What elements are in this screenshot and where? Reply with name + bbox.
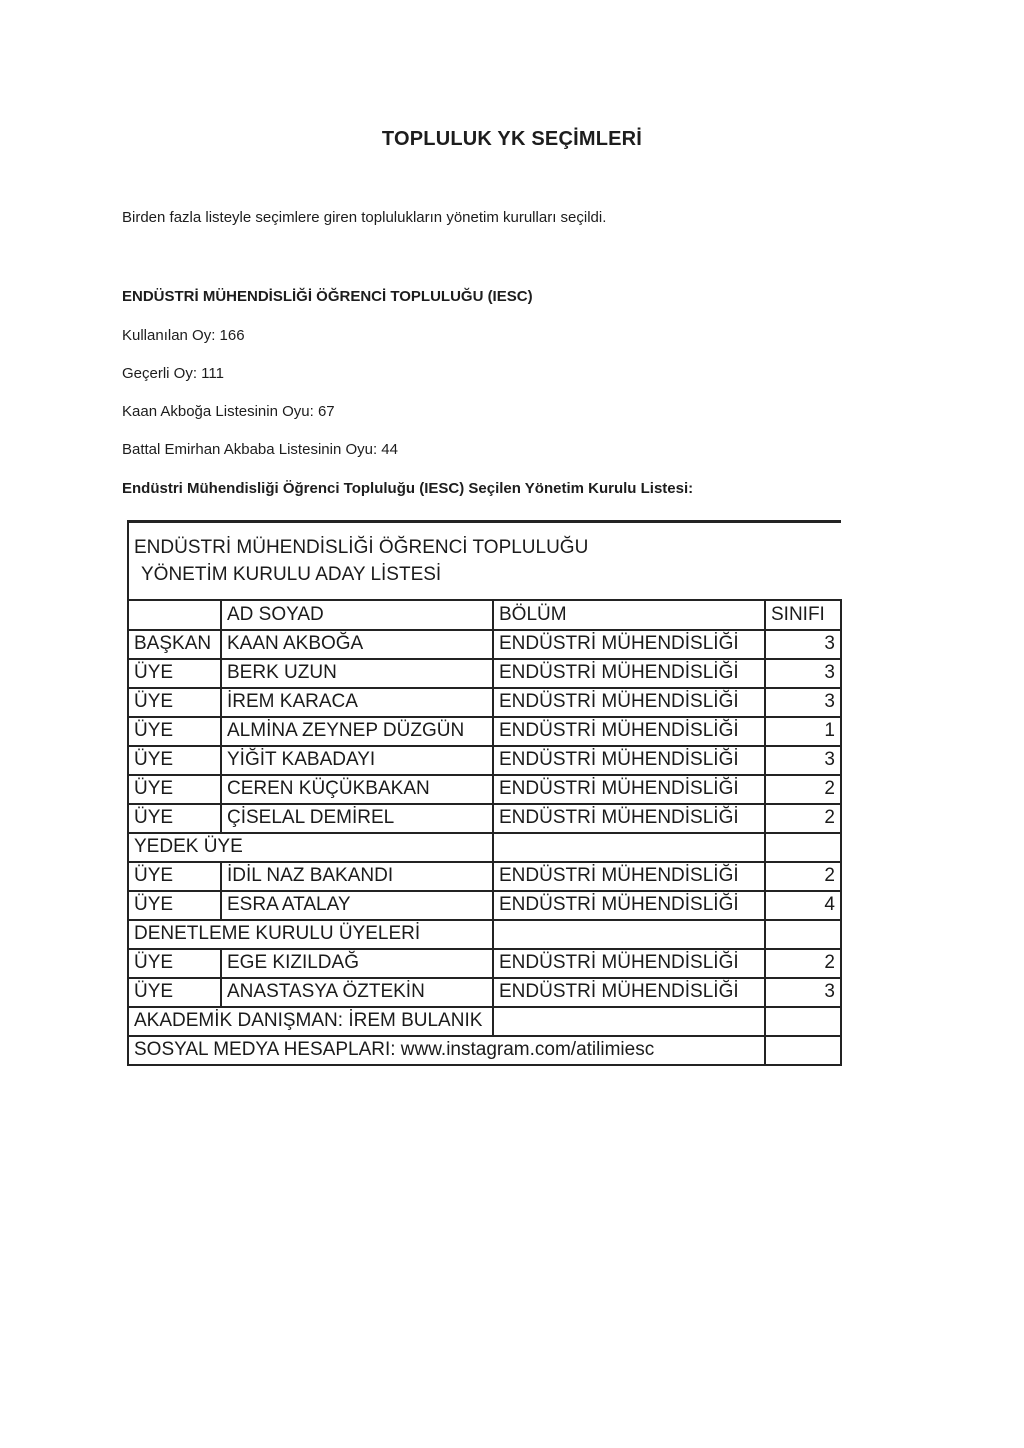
cell-role: ÜYE: [128, 862, 221, 891]
table-title-line1: ENDÜSTRİ MÜHENDİSLİĞİ ÖĞRENCİ TOPLULUĞU: [134, 536, 589, 558]
stat-line-total-votes: Kullanılan Oy: 166: [122, 327, 245, 344]
cell-department-empty: [493, 833, 765, 862]
cell-role: ÜYE: [128, 978, 221, 1007]
cell-department: ENDÜSTRİ MÜHENDİSLİĞİ: [493, 804, 765, 833]
cell-role: BAŞKAN: [128, 630, 221, 659]
cell-name: ESRA ATALAY: [221, 891, 493, 920]
cell-department: ENDÜSTRİ MÜHENDİSLİĞİ: [493, 688, 765, 717]
board-table: [127, 520, 842, 1066]
cell-department: ENDÜSTRİ MÜHENDİSLİĞİ: [493, 978, 765, 1007]
cell-department: ENDÜSTRİ MÜHENDİSLİĞİ: [493, 746, 765, 775]
table-title-row: [128, 522, 841, 600]
cell-name: İDİL NAZ BAKANDI: [221, 862, 493, 891]
table-footer-row: [128, 1036, 841, 1065]
cell-department: ENDÜSTRİ MÜHENDİSLİĞİ: [493, 775, 765, 804]
cell-grade: 1: [765, 717, 841, 746]
cell-role: ÜYE: [128, 775, 221, 804]
cell-grade-empty: [765, 1036, 841, 1065]
cell-grade: 2: [765, 775, 841, 804]
table-row: [128, 862, 841, 891]
cell-social-media-label: SOSYAL MEDYA HESAPLARI: www.instagram.com/atilimiesc: [128, 1036, 765, 1065]
table-row: [128, 688, 841, 717]
table-row: [128, 630, 841, 659]
cell-grade: 2: [765, 862, 841, 891]
cell-name: ANASTASYA ÖZTEKİN: [221, 978, 493, 1007]
cell-grade: 4: [765, 891, 841, 920]
cell-name: YİĞİT KABADAYI: [221, 746, 493, 775]
cell-grade-empty: [765, 920, 841, 949]
table-row: [128, 746, 841, 775]
table-section-row: [128, 833, 841, 862]
cell-role: ÜYE: [128, 804, 221, 833]
cell-department: ENDÜSTRİ MÜHENDİSLİĞİ: [493, 862, 765, 891]
cell-advisor-label: AKADEMİK DANIŞMAN: İREM BULANIK: [128, 1007, 493, 1036]
cell-name: ÇİSELAL DEMİREL: [221, 804, 493, 833]
table-section-row: [128, 920, 841, 949]
cell-grade: 3: [765, 630, 841, 659]
cell-name: BERK UZUN: [221, 659, 493, 688]
cell-grade: 3: [765, 746, 841, 775]
cell-grade: 3: [765, 978, 841, 1007]
cell-section-label: YEDEK ÜYE: [128, 833, 493, 862]
cell-department: ENDÜSTRİ MÜHENDİSLİĞİ: [493, 630, 765, 659]
table-row: [128, 891, 841, 920]
cell-name: İREM KARACA: [221, 688, 493, 717]
cell-grade: 3: [765, 688, 841, 717]
cell-department: ENDÜSTRİ MÜHENDİSLİĞİ: [493, 891, 765, 920]
cell-section-label: DENETLEME KURULU ÜYELERİ: [128, 920, 493, 949]
stat-line-list1-votes: Kaan Akboğa Listesinin Oyu: 67: [122, 403, 335, 420]
community-heading: ENDÜSTRİ MÜHENDİSLİĞİ ÖĞRENCİ TOPLULUĞU (IESC): [122, 288, 533, 305]
cell-name: ALMİNA ZEYNEP DÜZGÜN: [221, 717, 493, 746]
cell-grade: 2: [765, 949, 841, 978]
column-header-department: BÖLÜM: [493, 600, 765, 630]
cell-department: ENDÜSTRİ MÜHENDİSLİĞİ: [493, 949, 765, 978]
cell-role: ÜYE: [128, 746, 221, 775]
column-header-grade: SINIFI: [765, 600, 841, 630]
cell-department: ENDÜSTRİ MÜHENDİSLİĞİ: [493, 717, 765, 746]
table-title: [128, 522, 841, 600]
cell-grade-empty: [765, 1007, 841, 1036]
cell-role: ÜYE: [128, 949, 221, 978]
cell-department-empty: [493, 1007, 765, 1036]
cell-department-empty: [493, 920, 765, 949]
page-title: TOPLULUK YK SEÇİMLERİ: [381, 128, 643, 150]
stat-line-list2-votes: Battal Emirhan Akbaba Listesinin Oyu: 44: [122, 441, 398, 458]
table-row: [128, 717, 841, 746]
table-header-row: [128, 600, 841, 630]
column-header-role: [128, 600, 221, 630]
cell-role: ÜYE: [128, 688, 221, 717]
stat-line-valid-votes: Geçerli Oy: 111: [122, 365, 224, 382]
cell-grade: 2: [765, 804, 841, 833]
cell-role: ÜYE: [128, 717, 221, 746]
cell-grade: 3: [765, 659, 841, 688]
cell-department: ENDÜSTRİ MÜHENDİSLİĞİ: [493, 659, 765, 688]
table-row: [128, 659, 841, 688]
cell-role: ÜYE: [128, 891, 221, 920]
table-row: [128, 978, 841, 1007]
table-title-line2: YÖNETİM KURULU ADAY LİSTESİ: [141, 563, 442, 585]
column-header-name: AD SOYAD: [221, 600, 493, 630]
cell-name: EGE KIZILDAĞ: [221, 949, 493, 978]
list-heading: Endüstri Mühendisliği Öğrenci Topluluğu (IESC) Seçilen Yönetim Kurulu Listesi:: [122, 480, 694, 497]
table-section-row: [128, 1007, 841, 1036]
intro-text: Birden fazla listeyle seçimlere giren toplulukların yönetim kurulları seçildi.: [122, 209, 607, 226]
cell-name: CEREN KÜÇÜKBAKAN: [221, 775, 493, 804]
table-row: [128, 775, 841, 804]
cell-name: KAAN AKBOĞA: [221, 630, 493, 659]
cell-grade-empty: [765, 833, 841, 862]
table-row: [128, 949, 841, 978]
cell-role: ÜYE: [128, 659, 221, 688]
table-row: [128, 804, 841, 833]
